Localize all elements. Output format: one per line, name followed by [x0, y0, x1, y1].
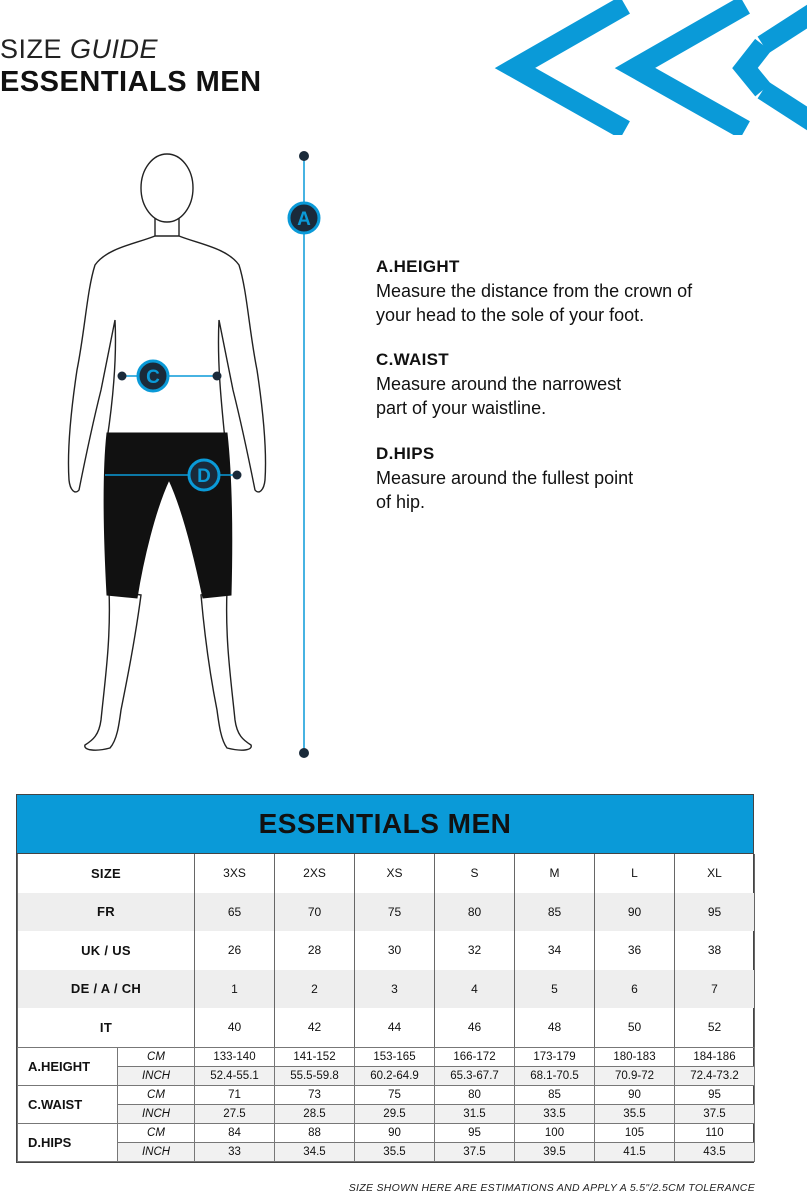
table-cell: 35.5 [595, 1104, 675, 1123]
row-label: IT [18, 1008, 195, 1047]
table-cell: 7 [675, 970, 755, 1009]
measure-height [376, 255, 692, 327]
table-cell: 52 [675, 1008, 755, 1047]
table-cell: 166-172 [435, 1047, 515, 1066]
table-row [18, 1142, 755, 1161]
table-cell: 65 [195, 893, 275, 932]
table-cell: 80 [435, 1085, 515, 1104]
table-cell: 50 [595, 1008, 675, 1047]
table-cell: 71 [195, 1085, 275, 1104]
measure-text: part of your waistline. [376, 398, 547, 418]
table-cell: 65.3-67.7 [435, 1066, 515, 1085]
table-cell: XL [675, 854, 755, 893]
table-cell: 37.5 [435, 1142, 515, 1161]
table-cell: 33 [195, 1142, 275, 1161]
table-cell: 3XS [195, 854, 275, 893]
size-table [16, 794, 754, 1163]
table-row [18, 1123, 755, 1142]
table-row [18, 931, 755, 970]
table-cell: 88 [275, 1123, 355, 1142]
table-cell: 32 [435, 931, 515, 970]
measure-row-label: C.WAIST [18, 1085, 118, 1123]
table-cell: 100 [515, 1123, 595, 1142]
table-row [18, 970, 755, 1009]
measure-text: your head to the sole of your foot. [376, 305, 645, 325]
unit-label: INCH [118, 1104, 195, 1123]
body-figure-illustration [55, 140, 335, 780]
table-cell: 43.5 [675, 1142, 755, 1161]
measurement-table [17, 1047, 755, 1162]
table-cell: 180-183 [595, 1047, 675, 1066]
table-cell: 46 [435, 1008, 515, 1047]
table-cell: XS [355, 854, 435, 893]
table-cell: 133-140 [195, 1047, 275, 1066]
table-cell: 141-152 [275, 1047, 355, 1066]
table-cell: 33.5 [515, 1104, 595, 1123]
size-conversion-table [17, 854, 755, 1047]
table-cell: L [595, 854, 675, 893]
measure-heading: C.WAIST [376, 350, 449, 369]
table-cell: 5 [515, 970, 595, 1009]
table-cell: 28.5 [275, 1104, 355, 1123]
row-label: UK / US [18, 931, 195, 970]
table-cell: 90 [355, 1123, 435, 1142]
marker-a-label: A [297, 209, 311, 230]
table-cell: 95 [435, 1123, 515, 1142]
title-emphasis: GUIDE [70, 34, 159, 64]
measure-text: Measure around the fullest point [376, 468, 634, 488]
table-cell: 55.5-59.8 [275, 1066, 355, 1085]
table-cell: 38 [675, 931, 755, 970]
unit-label: INCH [118, 1142, 195, 1161]
table-cell: 110 [675, 1123, 755, 1142]
table-cell: 52.4-55.1 [195, 1066, 275, 1085]
row-label: DE / A / CH [18, 970, 195, 1009]
measure-heading: D.HIPS [376, 444, 435, 463]
table-cell: 29.5 [355, 1104, 435, 1123]
table-cell: 90 [595, 1085, 675, 1104]
table-cell: 44 [355, 1008, 435, 1047]
table-cell: 26 [195, 931, 275, 970]
table-cell: 75 [355, 893, 435, 932]
unit-label: CM [118, 1085, 195, 1104]
table-cell: 2 [275, 970, 355, 1009]
measure-text: Measure around the narrowest [376, 374, 622, 394]
table-cell: 95 [675, 893, 755, 932]
table-row [18, 854, 755, 893]
table-cell: 39.5 [515, 1142, 595, 1161]
table-cell: 3 [355, 970, 435, 1009]
measure-waist [376, 348, 621, 420]
marker-d-label: D [197, 466, 211, 487]
table-cell: 27.5 [195, 1104, 275, 1123]
table-cell: 85 [515, 1085, 595, 1104]
table-row [18, 893, 755, 932]
table-cell: 70.9-72 [595, 1066, 675, 1085]
table-cell: 40 [195, 1008, 275, 1047]
table-cell: 72.4-73.2 [675, 1066, 755, 1085]
row-label: SIZE [18, 854, 195, 893]
table-cell: 28 [275, 931, 355, 970]
measure-hips [376, 442, 633, 514]
table-cell: 48 [515, 1008, 595, 1047]
measure-text: Measure the distance from the crown of [376, 281, 693, 301]
table-cell: 70 [275, 893, 355, 932]
table-cell: 80 [435, 893, 515, 932]
title-prefix: SIZE [0, 34, 63, 64]
table-row [18, 1085, 755, 1104]
page-subtitle: ESSENTIALS MEN [0, 66, 262, 98]
measure-text: of hip. [376, 492, 426, 512]
table-title: ESSENTIALS MEN [16, 794, 754, 853]
unit-label: INCH [118, 1066, 195, 1085]
table-cell: 95 [675, 1085, 755, 1104]
table-cell: 75 [355, 1085, 435, 1104]
tolerance-footnote: SIZE SHOWN HERE ARE ESTIMATIONS AND APPLY A 5.5"/2.5CM TOLERANCE [348, 1182, 755, 1194]
marker-c-label: C [146, 367, 160, 388]
table-cell: 184-186 [675, 1047, 755, 1066]
table-cell: 105 [595, 1123, 675, 1142]
table-cell: 36 [595, 931, 675, 970]
table-cell: M [515, 854, 595, 893]
table-row [18, 1047, 755, 1066]
table-cell: 4 [435, 970, 515, 1009]
row-label: FR [18, 893, 195, 932]
table-cell: 6 [595, 970, 675, 1009]
measure-row-label: A.HEIGHT [18, 1047, 118, 1085]
page-title-size-guide [0, 34, 158, 65]
table-cell: 41.5 [595, 1142, 675, 1161]
table-cell: 73 [275, 1085, 355, 1104]
unit-label: CM [118, 1047, 195, 1066]
table-cell: 173-179 [515, 1047, 595, 1066]
measure-heading: A.HEIGHT [376, 257, 460, 276]
table-cell: 35.5 [355, 1142, 435, 1161]
table-row [18, 1104, 755, 1123]
measure-row-label: D.HIPS [18, 1123, 118, 1161]
table-row [18, 1066, 755, 1085]
table-cell: 2XS [275, 854, 355, 893]
table-row [18, 1008, 755, 1047]
unit-label: CM [118, 1123, 195, 1142]
chevron-decoration-icon [480, 0, 807, 135]
table-cell: 153-165 [355, 1047, 435, 1066]
table-cell: 34 [515, 931, 595, 970]
table-cell: 30 [355, 931, 435, 970]
table-cell: 85 [515, 893, 595, 932]
table-cell: S [435, 854, 515, 893]
table-cell: 1 [195, 970, 275, 1009]
table-cell: 31.5 [435, 1104, 515, 1123]
table-cell: 34.5 [275, 1142, 355, 1161]
table-cell: 60.2-64.9 [355, 1066, 435, 1085]
table-cell: 68.1-70.5 [515, 1066, 595, 1085]
table-cell: 84 [195, 1123, 275, 1142]
table-cell: 37.5 [675, 1104, 755, 1123]
table-cell: 42 [275, 1008, 355, 1047]
table-cell: 90 [595, 893, 675, 932]
